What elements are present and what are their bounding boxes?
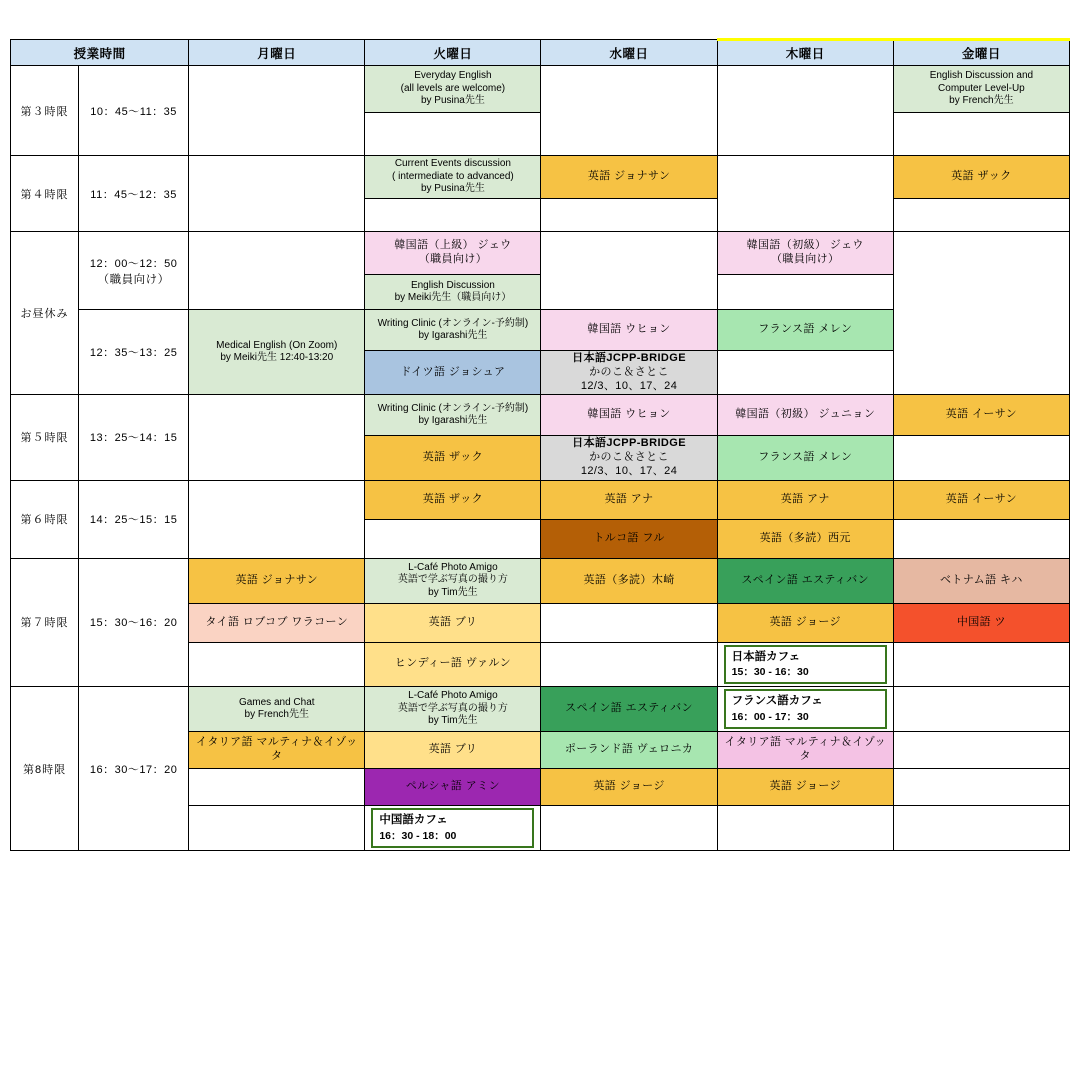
cell-p5-wed [541, 395, 717, 436]
cell-p7b-tue-text: 英語 ブリ [428, 615, 478, 628]
period-label-7: 第７時限 [11, 558, 79, 687]
japanese-cafe-box [724, 645, 887, 685]
cell-p8-mon-line2: by French先生 [244, 709, 309, 721]
cell-p3-fri-line3: by French先生 [949, 95, 1014, 107]
row-p8-a [11, 687, 1070, 732]
cell-p5b-wed [541, 436, 717, 480]
cell-p8d-mon [189, 806, 365, 851]
period-label-3: 第３時限 [11, 66, 79, 156]
cell-lunch3-wed [541, 310, 717, 351]
cell-lunch3-thu [717, 310, 893, 351]
cell-lunch3-tue-line2: by Igarashi先生 [418, 330, 488, 341]
cell-p3-fri-line2: Computer Level-Up [938, 82, 1025, 94]
cell-lunch1-mon [189, 232, 365, 310]
cell-p5-fri-text: 英語 イーサン [945, 408, 1018, 421]
cell-lunch3-wed-text: 韓国語 ウヒョン [587, 323, 671, 336]
cell-p4-fri [893, 156, 1069, 199]
cell-p8-tue-line2: 英語で学ぶ写真の撮り方 [397, 702, 508, 714]
cell-p5b-wed-line1: 日本語JCPP-BRIDGE [572, 437, 686, 450]
period-time-3: 10：45～11：35 [79, 66, 189, 156]
cell-p7b-wed [541, 603, 717, 642]
cell-lunch3-tue [365, 310, 541, 351]
cell-p8b-fri [893, 732, 1069, 769]
cell-p4-wed [541, 156, 717, 199]
cell-lunch1-thu-line2: （職員向け） [771, 253, 840, 265]
row-p7-a [11, 558, 1070, 603]
cell-p4-tue [365, 156, 541, 199]
period-time-7: 15：30～16：20 [79, 558, 189, 687]
row-p6-a [11, 480, 1070, 519]
cell-p5-fri [893, 395, 1069, 436]
cell-p8d-tue [365, 806, 541, 851]
cell-p7b-fri [893, 603, 1069, 642]
cell-p7b-mon-text: タイ語 ロブコブ ワラコーン [205, 615, 349, 628]
period-label-5: 第５時限 [11, 395, 79, 480]
cell-p3-tue [365, 66, 541, 113]
cell-p5-wed-text: 韓国語 ウヒョン [587, 408, 671, 421]
cell-lunch1-wed [541, 232, 717, 310]
cell-p6b-fri [893, 519, 1069, 558]
period-time-5: 13：25～14：15 [79, 395, 189, 480]
cell-p7b-mon [189, 603, 365, 642]
cell-p7-wed [541, 558, 717, 603]
cell-p7c-fri [893, 642, 1069, 687]
cell-p6-wed-text: 英語 アナ [604, 492, 654, 505]
cell-lunch4-thu [717, 351, 893, 395]
cell-p7-mon-text: 英語 ジョナサン [235, 573, 318, 586]
cell-p3-fri-line1: English Discussion and [929, 70, 1034, 82]
cell-p7b-thu [717, 603, 893, 642]
cell-p5-thu-text: 韓国語（初級） ジュニョン [735, 408, 876, 421]
cell-p8-wed [541, 687, 717, 732]
cell-p8d-thu [717, 806, 893, 851]
cell-lunch1-tue-line1: 韓国語（上級） ジェウ [394, 239, 512, 252]
cell-p4-thu [717, 156, 893, 232]
period-time-8: 16：30～17：20 [79, 687, 189, 851]
period-label-4: 第４時限 [11, 156, 79, 232]
cell-p3-thu [717, 66, 893, 156]
japanese-cafe-title: 日本語カフェ [731, 650, 801, 663]
cell-p3-fri-empty [893, 113, 1069, 156]
french-cafe-time: 16：00 - 17：30 [731, 710, 809, 723]
cell-p5b-wed-line3: 12/3、10、17、24 [580, 464, 678, 477]
cell-p6-tue [365, 480, 541, 519]
cell-lunch4-wed-line1: 日本語JCPP-BRIDGE [572, 352, 686, 364]
cell-p8c-wed-text: 英語 ジョージ [593, 780, 665, 793]
cell-lunch4-wed-line2: かのこ＆さとこ [589, 365, 669, 378]
cell-p4-tue-line3: by Pusina先生 [420, 183, 485, 195]
cell-p4-tue-line2: ( intermediate to advanced) [392, 170, 514, 182]
cell-p8c-tue-text: ペルシャ語 アミン [405, 780, 500, 793]
cell-p3-tue-line1: Everyday English [414, 70, 492, 82]
cell-p4-mon [189, 156, 365, 232]
cell-lunch1-tue [365, 232, 541, 275]
cell-p8b-thu-text: イタリア語 マルティナ＆イゾッタ [724, 736, 886, 763]
chinese-cafe-time: 16：30 - 18：00 [379, 829, 457, 842]
row-p3-a [11, 66, 1070, 113]
cell-p5-tue-line1: Writing Clinic (オンライン-予約制) [377, 402, 529, 414]
row-lunch-a [11, 232, 1070, 275]
japanese-cafe-time: 15：30 - 16：30 [731, 666, 809, 679]
cell-p8c-wed [541, 769, 717, 806]
cell-p4-wed-text: 英語 ジョナサン [587, 170, 671, 183]
cell-p6-wed [541, 480, 717, 519]
cell-p7b-fri-text: 中国語 ツ [956, 615, 1006, 628]
cell-p8b-thu [717, 732, 893, 769]
cell-p6-thu-text: 英語 アナ [780, 492, 830, 505]
cell-p8-wed-text: スペイン語 エスティバン [565, 702, 693, 715]
cell-lunch4-tue [365, 351, 541, 395]
cell-p7-mon [189, 558, 365, 603]
cell-p7c-mon [189, 642, 365, 687]
cell-p7-fri [893, 558, 1069, 603]
cell-lunch2-tue-line2: by Meiki先生（職員向け） [394, 292, 512, 303]
cell-p8d-fri [893, 806, 1069, 851]
cell-p7-thu-text: スペイン語 エスティバン [741, 573, 870, 586]
cell-p8c-thu-text: 英語 ジョージ [769, 780, 841, 793]
cell-p5b-thu [717, 436, 893, 480]
period-time-lunch-1-sub: （職員向け） [97, 273, 170, 286]
cell-p8-mon-line1: Games and Chat [238, 696, 315, 708]
cell-lunch-fri [893, 232, 1069, 395]
cell-p8-fri [893, 687, 1069, 732]
cell-p3-mon [189, 66, 365, 156]
french-cafe-box [724, 689, 887, 729]
cell-lunch2-thu [717, 275, 893, 310]
cell-p4-wed-empty [541, 199, 717, 232]
cell-p7-tue-line3: by Tim先生 [428, 586, 478, 598]
cell-p5-thu [717, 395, 893, 436]
cell-p5-mon [189, 395, 365, 480]
cell-p7c-thu [717, 642, 893, 687]
cell-lunch3-thu-text: フランス語 メレン [758, 323, 853, 336]
cell-lunch4-wed [541, 351, 717, 395]
row-p5-a [11, 395, 1070, 436]
cell-p8c-tue [365, 769, 541, 806]
cell-p8c-fri [893, 769, 1069, 806]
cell-lunch1-thu-line1: 韓国語（初級） ジェウ [746, 239, 864, 252]
cell-p6b-tue [365, 519, 541, 558]
period-time-4: 11：45～12：35 [79, 156, 189, 232]
cell-p4-tue-line1: Current Events discussion [394, 158, 511, 170]
cell-p3-tue-line3: by Pusina先生 [420, 95, 485, 107]
cell-p8b-mon-text: イタリア語 マルティナ＆イゾッタ [195, 736, 358, 763]
cell-p4-tue-empty [365, 199, 541, 232]
period-time-lunch-1 [79, 232, 189, 310]
cell-p7b-tue [365, 603, 541, 642]
cell-p3-fri [893, 66, 1069, 113]
cell-lunch2-tue-line1: English Discussion [410, 279, 495, 291]
cell-p8b-tue-text: 英語 ブリ [428, 743, 478, 756]
cell-p8d-wed [541, 806, 717, 851]
cell-p7-tue-line2: 英語で学ぶ写真の撮り方 [397, 574, 508, 586]
chinese-cafe-title: 中国語カフェ [379, 814, 448, 827]
period-time-lunch-2: 12：35～13：25 [79, 310, 189, 395]
cell-p8b-wed-text: ポーランド語 ヴェロニカ [564, 743, 694, 756]
cell-lunch3-mon-line1: Medical English (On Zoom) [216, 339, 338, 351]
cell-p5b-tue [365, 436, 541, 480]
timetable [10, 38, 1070, 851]
cell-p5b-thu-text: フランス語 メレン [758, 451, 853, 463]
cell-lunch1-thu [717, 232, 893, 275]
cell-p8-mon [189, 687, 365, 732]
cell-lunch1-tue-line2: （職員向け） [418, 253, 488, 265]
cell-p8-tue-line1: L-Café Photo Amigo [408, 690, 498, 702]
cell-p7b-thu-text: 英語 ジョージ [769, 615, 841, 628]
cell-lunch3-mon-line2: by Meiki先生 12:40-13:20 [220, 352, 334, 364]
cell-p6b-thu-text: 英語（多読）西元 [759, 531, 851, 544]
cell-p3-tue-empty [365, 113, 541, 156]
cell-p7c-tue [365, 642, 541, 687]
chinese-cafe-box [371, 808, 534, 848]
cell-p8b-wed [541, 732, 717, 769]
cell-p5-tue [365, 395, 541, 436]
cell-p8b-tue [365, 732, 541, 769]
cell-p7c-wed [541, 642, 717, 687]
cell-p7-tue-line1: L-Café Photo Amigo [408, 561, 498, 573]
cell-lunch4-tue-text: ドイツ語 ジョシュア [400, 365, 506, 378]
cell-p6b-wed [541, 519, 717, 558]
cell-p8c-mon [189, 769, 365, 806]
french-cafe-title: フランス語カフェ [731, 695, 823, 708]
cell-p7-fri-text: ベトナム語 キハ [940, 573, 1023, 586]
period-time-lunch-1-main: 12：00～12：50 [89, 257, 178, 270]
period-label-lunch: お昼休み [11, 232, 79, 395]
header-day-tue: 火曜日 [365, 40, 541, 66]
header-day-thu: 木曜日 [717, 40, 893, 66]
header-time-col: 授業時間 [11, 40, 189, 66]
cell-p7c-tue-text: ヒンディー語 ヴァルン [394, 657, 511, 670]
cell-p8-tue-line3: by Tim先生 [428, 715, 478, 727]
cell-lunch2-tue [365, 275, 541, 310]
cell-p6b-wed-text: トルコ語 フル [593, 531, 665, 544]
cell-p5-tue-line2: by Igarashi先生 [418, 415, 488, 427]
period-label-6: 第６時限 [11, 480, 79, 558]
cell-p7-wed-text: 英語（多読）木崎 [583, 573, 675, 586]
cell-p3-tue-line2: (all levels are welcome) [400, 82, 506, 94]
cell-lunch3-tue-line1: Writing Clinic (オンライン-予約制) [377, 317, 529, 329]
header-day-mon: 月曜日 [189, 40, 365, 66]
cell-p8b-mon [189, 732, 365, 769]
period-label-8: 第8時限 [11, 687, 79, 851]
cell-p7-tue [365, 558, 541, 603]
cell-p6-fri-text: 英語 イーサン [945, 492, 1018, 505]
header-day-fri: 金曜日 [893, 40, 1069, 66]
cell-p6-mon [189, 480, 365, 558]
cell-p6b-thu [717, 519, 893, 558]
cell-p5b-tue-text: 英語 ザック [422, 451, 484, 463]
cell-p8-tue [365, 687, 541, 732]
row-p4-a [11, 156, 1070, 199]
cell-p7-thu [717, 558, 893, 603]
cell-p4-fri-text: 英語 ザック [951, 170, 1012, 183]
cell-lunch4-wed-line3: 12/3、10、17、24 [580, 379, 678, 392]
cell-p3-wed [541, 66, 717, 156]
cell-p6-thu [717, 480, 893, 519]
cell-p8c-thu [717, 769, 893, 806]
cell-p6-fri [893, 480, 1069, 519]
header-day-wed: 水曜日 [541, 40, 717, 66]
cell-p5b-fri [893, 436, 1069, 480]
cell-p6-tue-text: 英語 ザック [422, 492, 484, 505]
period-time-6: 14：25～15：15 [79, 480, 189, 558]
table-header-row [11, 40, 1070, 66]
cell-p5b-wed-line2: かのこ＆さとこ [589, 451, 669, 463]
cell-p4-fri-empty [893, 199, 1069, 232]
cell-lunch3-mon [189, 310, 365, 395]
cell-p8-thu [717, 687, 893, 732]
